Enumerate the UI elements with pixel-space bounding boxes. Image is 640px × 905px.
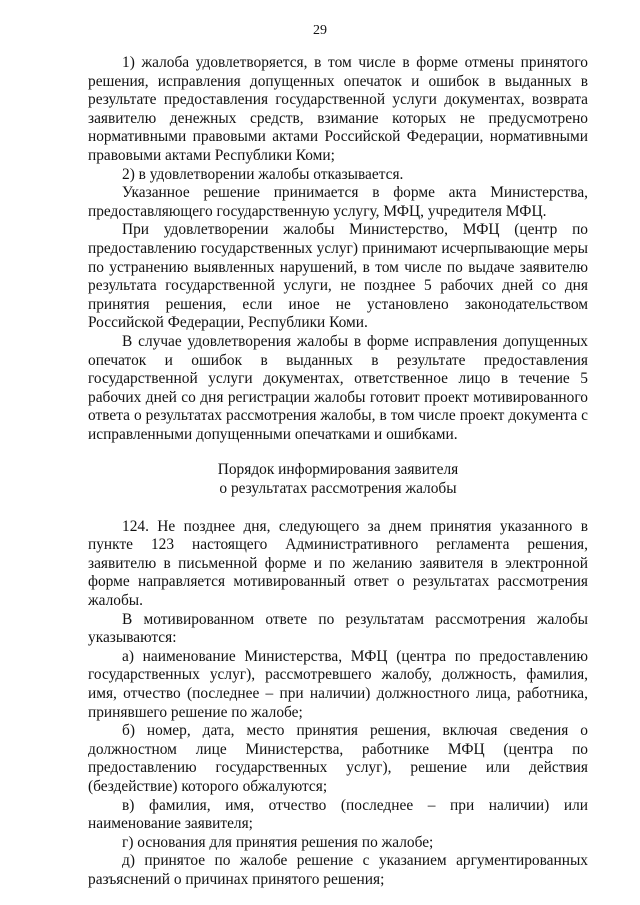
paragraph-response-contents: В мотивированном ответе по результатам рассмотрения жалобы указываются: [88, 610, 588, 647]
list-item-d: д) принятое по жалобе решение с указанием аргументированных разъяснений о причинах принятого решения; [88, 852, 588, 888]
paragraph-remedy-measures: При удовлетворении жалобы Министерство, МФЦ (центр по предоставлению государственных услуг) принимают исчерпывающие меры по устранению выявленных нарушений, в том числе по выдаче заявителю результата государственной услуги, не позднее 5 рабочих дней со дня принятия решения, если иное не установлено законодательством Российской Федерации, Республики Коми. [88, 221, 588, 332]
section-heading-line-1: Порядок информирования заявителя [217, 461, 459, 479]
list-item-g: г) основания для принятия решения по жалобе; [122, 833, 434, 851]
section-heading-line-2: о результатах рассмотрения жалобы [219, 480, 457, 498]
page-number: 29 [313, 23, 327, 38]
paragraph-decision-form: Указанное решение принимается в форме акта Министерства, предоставляющего государственную услугу, МФЦ, учредителя МФЦ. [88, 184, 588, 220]
document-body [88, 54, 588, 890]
section-heading [88, 461, 588, 498]
list-item-b: б) номер, дата, место принятия решения, включая сведения о должностном лице Министерства, работнике МФЦ (центра по предоставлению государственных услуг), решение или действия (бездействие) которого обжалуются; [88, 722, 588, 795]
paragraph-typo-correction: В случае удовлетворения жалобы в форме исправления допущенных опечаток и ошибок в выданных в результате предоставления государственной услуги документах, ответственное лицо в течение 5 рабочих дней со дня регистрации жалобы готовит проект мотивированного ответа о результатах рассмотрения жалобы, в том числе проект документа с исправленными допущенными опечатками и ошибками. [88, 332, 588, 443]
paragraph-decision-refused: 2) в удовлетворении жалобы отказывается. [122, 165, 404, 183]
list-item-v: в) фамилия, имя, отчество (последнее – при наличии) или наименование заявителя; [88, 796, 588, 833]
list-item-a: а) наименование Министерства, МФЦ (центра по предоставлению государственных услуг), рассмотревшего жалобу, должность, фамилия, имя, отчество (последнее – при наличии) должностного лица, работника, принявшего решение по жалобе; [88, 647, 588, 721]
paragraph-124: 124. Не позднее дня, следующего за днем принятия указанного в пункте 123 настоящего Административного регламента решения, заявителю в письменной форме и по желанию заявителя в электронной форме направляется мотивированный ответ о результатах рассмотрения жалобы. [88, 517, 588, 610]
paragraph-decision-satisfied: 1) жалоба удовлетворяется, в том числе в форме отмены принятого решения, исправления допущенных опечаток и ошибок в выданных в результате предоставления государственной услуги документах, возврата заявителю денежных средств, взимание которых не предусмотрено нормативными правовыми актами Российской Федерации, нормативными правовыми актами Республики Коми; [88, 54, 588, 164]
